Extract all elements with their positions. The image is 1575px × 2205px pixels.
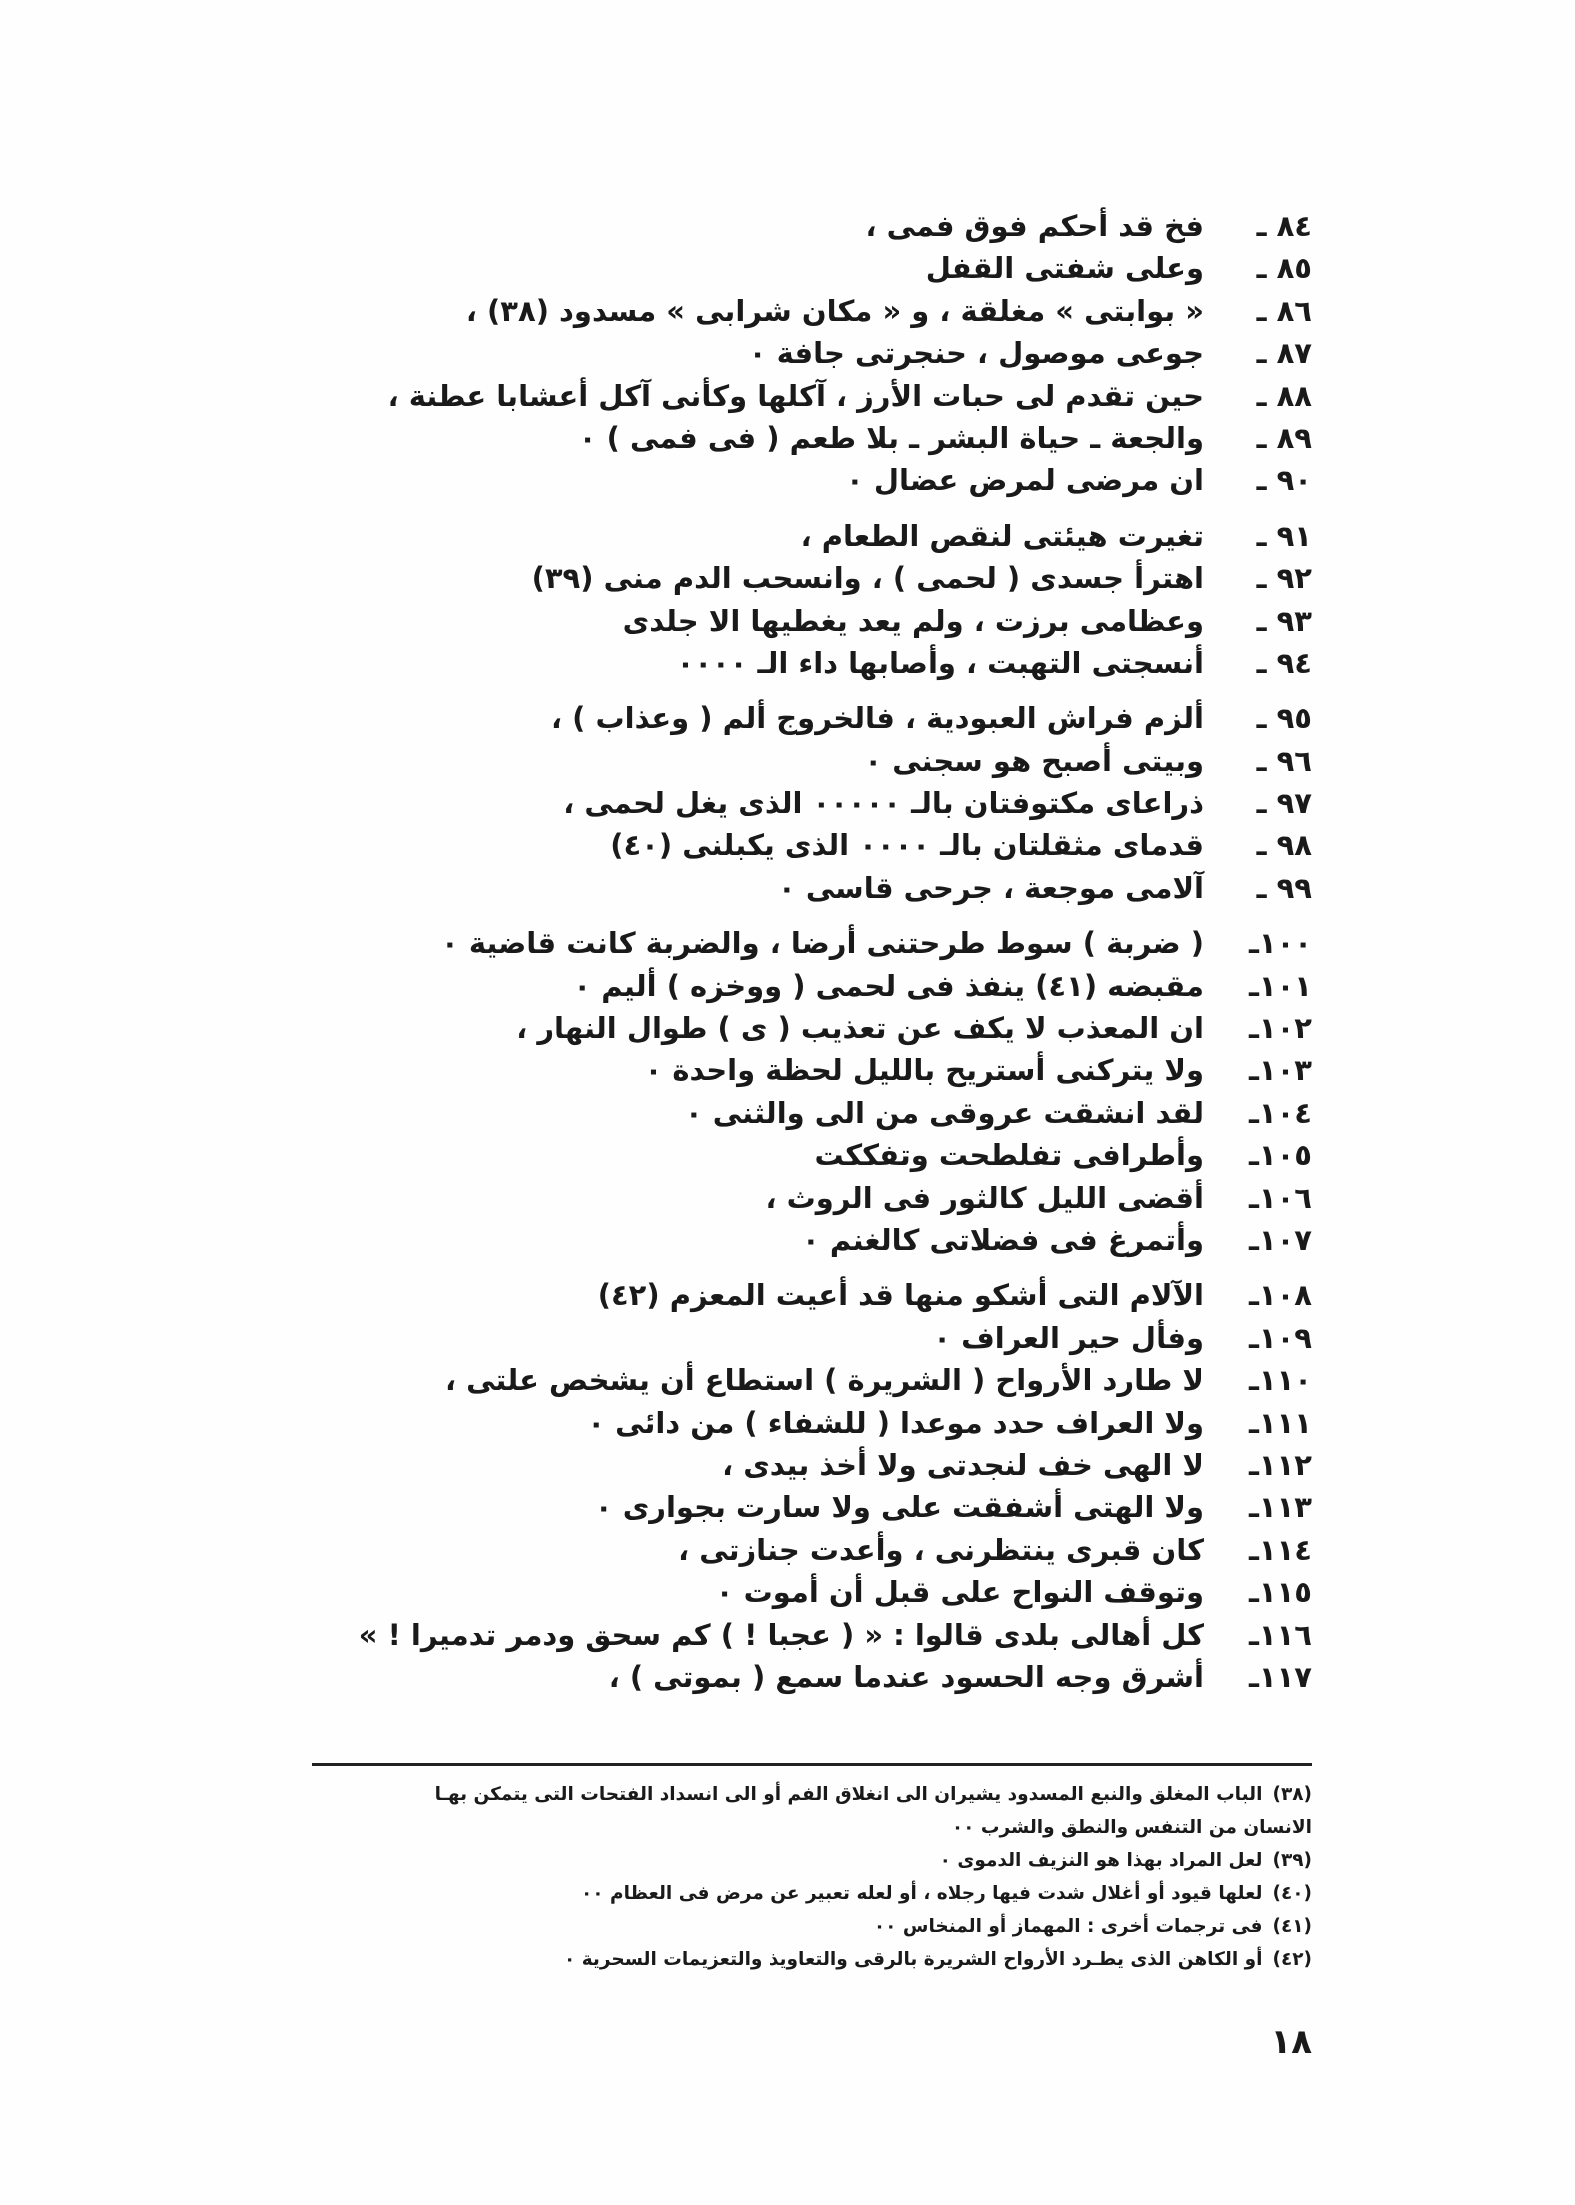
verse-line-97 xyxy=(312,782,1312,824)
verse-line-94 xyxy=(312,642,1312,684)
line-number: ٨٨ ـ xyxy=(1256,378,1312,413)
verse-line-117 xyxy=(312,1656,1312,1698)
footnote-number: (٣٩) xyxy=(1272,1850,1312,1871)
line-number: ١١٥ـ xyxy=(1248,1575,1312,1610)
verse-line-89 xyxy=(312,417,1312,459)
line-number: ١١٢ـ xyxy=(1248,1447,1312,1482)
line-number: ١٠٦ـ xyxy=(1248,1180,1312,1215)
verse-line-102 xyxy=(312,1007,1312,1049)
footnote-39 xyxy=(312,1844,1312,1877)
line-text: قدماى مثقلتان بالـ ٠٠٠٠ الذى يكبلنى (٤٠) xyxy=(610,828,1204,863)
verse-line-91 xyxy=(312,515,1312,557)
line-text: وعلى شفتى القفل xyxy=(925,251,1204,286)
verse-line-103 xyxy=(312,1049,1312,1091)
line-number: ١٠٨ـ xyxy=(1248,1278,1312,1313)
line-text: كان قبرى ينتظرنى ، وأعدت جنازتى ، xyxy=(678,1532,1204,1567)
line-text: لقد انشقت عروقى من الى والثنى ٠ xyxy=(684,1095,1204,1130)
line-number: ٩٦ ـ xyxy=(1256,743,1312,778)
verse-line-114 xyxy=(312,1529,1312,1571)
line-number: ١٠٥ـ xyxy=(1248,1138,1312,1173)
line-text: وعظامى برزت ، ولم يعد يغطيها الا جلدى xyxy=(622,603,1204,638)
line-number: ١١٧ـ xyxy=(1248,1659,1312,1694)
line-text: أنسجتى التهبت ، وأصابها داء الـ ٠٠٠٠ xyxy=(676,645,1204,680)
verse-line-108 xyxy=(312,1274,1312,1316)
line-text: حين تقدم لى حبات الأرز ، آكلها وكأنى آكل أعشابا عطنة ، xyxy=(387,378,1204,413)
line-number: ٩٣ ـ xyxy=(1256,603,1312,638)
footnote-number: (٤٠) xyxy=(1272,1883,1312,1904)
line-text: اهترأ جسدى ( لحمى ) ، وانسحب الدم منى (٣٩) xyxy=(531,561,1204,596)
footnote-number: (٤٢) xyxy=(1272,1949,1312,1970)
line-text: أشرق وجه الحسود عندما سمع ( بموتى ) ، xyxy=(608,1659,1204,1694)
footnote-divider xyxy=(312,1763,1312,1766)
line-text: لا طارد الأرواح ( الشريرة ) استطاع أن يشخص علتى ، xyxy=(444,1363,1204,1398)
line-text: ولا يتركنى أستريح بالليل لحظة واحدة ٠ xyxy=(644,1053,1204,1088)
line-number: ٩٠ ـ xyxy=(1256,463,1312,498)
verse-line-113 xyxy=(312,1486,1312,1528)
line-text: ان المعذب لا يكف عن تعذيب ( ى ) طوال النهار ، xyxy=(516,1011,1204,1046)
verse-lines xyxy=(312,205,1312,1698)
page-number: ١٨ xyxy=(1270,2022,1312,2062)
verse-line-85 xyxy=(312,247,1312,289)
line-number: ٨٤ ـ xyxy=(1256,209,1312,243)
line-text: ذراعاى مكتوفتان بالـ ٠٠٠٠٠ الذى يغل لحمى ، xyxy=(563,786,1204,821)
verse-line-115 xyxy=(312,1571,1312,1613)
footnote-text: الباب المغلق والنبع المسدود يشيران الى انغلاق الفم أو الى انسداد الفتحات التى يتمكن بهـا xyxy=(434,1784,1263,1805)
line-number: ١١١ـ xyxy=(1248,1405,1312,1440)
verse-line-88 xyxy=(312,375,1312,417)
line-text: وتوقف النواح على قبل أن أموت ٠ xyxy=(715,1575,1204,1610)
line-number: ٩٩ ـ xyxy=(1256,870,1312,905)
verse-line-95 xyxy=(312,697,1312,739)
line-number: ١١٦ـ xyxy=(1248,1617,1312,1652)
line-text: وبيتى أصبح هو سجنى ٠ xyxy=(864,743,1204,778)
footnote-text: لعل المراد بهذا هو النزيف الدموى ٠ xyxy=(939,1850,1263,1871)
line-number: ١٠١ـ xyxy=(1248,968,1312,1003)
footnote-41 xyxy=(312,1910,1312,1943)
line-text: جوعى موصول ، حنجرتى جافة ٠ xyxy=(748,336,1204,371)
verse-line-93 xyxy=(312,600,1312,642)
line-number: ٩١ ـ xyxy=(1256,518,1312,553)
verse-line-104 xyxy=(312,1092,1312,1134)
line-number: ٨٥ ـ xyxy=(1256,251,1312,286)
verse-line-116 xyxy=(312,1614,1312,1656)
line-number: ٩٧ ـ xyxy=(1256,786,1312,821)
line-text: تغيرت هيئتى لنقص الطعام ، xyxy=(800,518,1204,553)
line-number: ٩٤ ـ xyxy=(1256,645,1312,680)
footnotes xyxy=(312,1778,1312,1976)
line-number: ١٠٧ـ xyxy=(1248,1222,1312,1257)
line-text: أقضى الليل كالثور فى الروث ، xyxy=(765,1180,1204,1215)
line-text: وأطرافى تفلطحت وتفككت xyxy=(814,1138,1204,1173)
verse-line-106 xyxy=(312,1177,1312,1219)
footnote-text: لعلها قيود أو أغلال شدت فيها رجلاه ، أو لعله تعبير عن مرض فى العظام ٠٠ xyxy=(580,1883,1263,1904)
line-number: ٩٨ ـ xyxy=(1256,828,1312,863)
line-number: ١٠٤ـ xyxy=(1248,1095,1312,1130)
line-text: لا الهى خف لنجدتى ولا أخذ بيدى ، xyxy=(722,1447,1204,1482)
line-text: ( ضربة ) سوط طرحتنى أرضا ، والضربة كانت قاضية ٠ xyxy=(441,926,1204,961)
verse-line-107 xyxy=(312,1219,1312,1261)
verse-line-87 xyxy=(312,332,1312,374)
footnote-40 xyxy=(312,1877,1312,1910)
line-number: ١١٤ـ xyxy=(1248,1532,1312,1567)
line-text: فخ قد أحكم فوق فمى ، xyxy=(865,209,1204,243)
footnote-text: فى ترجمات أخرى : المهماز أو المنخاس ٠٠ xyxy=(873,1916,1263,1937)
footnote-continuation: الانسان من التنفس والنطق والشرب ٠٠ xyxy=(951,1817,1312,1838)
line-text: ان مرضى لمرض عضال ٠ xyxy=(846,463,1204,498)
verse-line-99 xyxy=(312,867,1312,909)
line-number: ١٠٢ـ xyxy=(1248,1011,1312,1046)
line-text: ولا الهتى أشفقت على ولا سارت بجوارى ٠ xyxy=(594,1490,1204,1525)
verse-line-100 xyxy=(312,922,1312,964)
line-text: مقبضه (٤١) ينفذ فى لحمى ( ووخزه ) أليم ٠ xyxy=(573,968,1204,1003)
line-number: ٨٩ ـ xyxy=(1256,420,1312,455)
line-number: ١١٠ـ xyxy=(1248,1363,1312,1398)
verse-line-84 xyxy=(312,205,1312,247)
verse-line-98 xyxy=(312,824,1312,866)
line-number: ٨٧ ـ xyxy=(1256,336,1312,371)
line-text: كل أهالى بلدى قالوا : « ( عجبا ! ) كم سحق ودمر تدميرا ! » xyxy=(358,1617,1204,1652)
line-text: ألزم فراش العبودية ، فالخروج ألم ( وعذاب ) ، xyxy=(551,701,1204,736)
verse-line-109 xyxy=(312,1317,1312,1359)
footnote-number: (٤١) xyxy=(1272,1916,1312,1937)
line-number: ٨٦ ـ xyxy=(1256,293,1312,328)
line-text: « بوابتى » مغلقة ، و « مكان شرابى » مسدود (٣٨) ، xyxy=(465,293,1204,328)
line-number: ٩٥ ـ xyxy=(1256,701,1312,736)
line-number: ٩٢ ـ xyxy=(1256,561,1312,596)
verse-line-86 xyxy=(312,290,1312,332)
line-number: ١٠٩ـ xyxy=(1248,1320,1312,1355)
verse-line-96 xyxy=(312,740,1312,782)
verse-line-92 xyxy=(312,557,1312,599)
footnote-38 xyxy=(312,1778,1312,1844)
verse-line-111 xyxy=(312,1402,1312,1444)
line-number: ١٠٠ـ xyxy=(1248,926,1312,961)
line-text: وأتمرغ فى فضلاتى كالغنم ٠ xyxy=(802,1222,1204,1257)
line-text: وفأل حير العراف ٠ xyxy=(933,1320,1204,1355)
verse-line-110 xyxy=(312,1359,1312,1401)
line-text: الآلام التى أشكو منها قد أعيت المعزم (٤٢) xyxy=(597,1278,1204,1313)
verse-line-105 xyxy=(312,1134,1312,1176)
verse-line-112 xyxy=(312,1444,1312,1486)
footnote-42 xyxy=(312,1943,1312,1976)
line-text: آلامى موجعة ، جرحى قاسى ٠ xyxy=(778,870,1204,905)
verse-line-101 xyxy=(312,965,1312,1007)
line-number: ١٠٣ـ xyxy=(1248,1053,1312,1088)
footnote-number: (٣٨) xyxy=(1272,1784,1312,1805)
line-text: ولا العراف حدد موعدا ( للشفاء ) من دائى ٠ xyxy=(587,1405,1204,1440)
verse-line-90 xyxy=(312,459,1312,501)
line-number: ١١٣ـ xyxy=(1248,1490,1312,1525)
line-text: والجعة ـ حياة البشر ـ بلا طعم ( فى فمى ) ٠ xyxy=(578,420,1204,455)
footnote-text: أو الكاهن الذى يطـرد الأرواح الشريرة بالرقى والتعاويذ والتعزيمات السحرية ٠ xyxy=(563,1949,1263,1970)
